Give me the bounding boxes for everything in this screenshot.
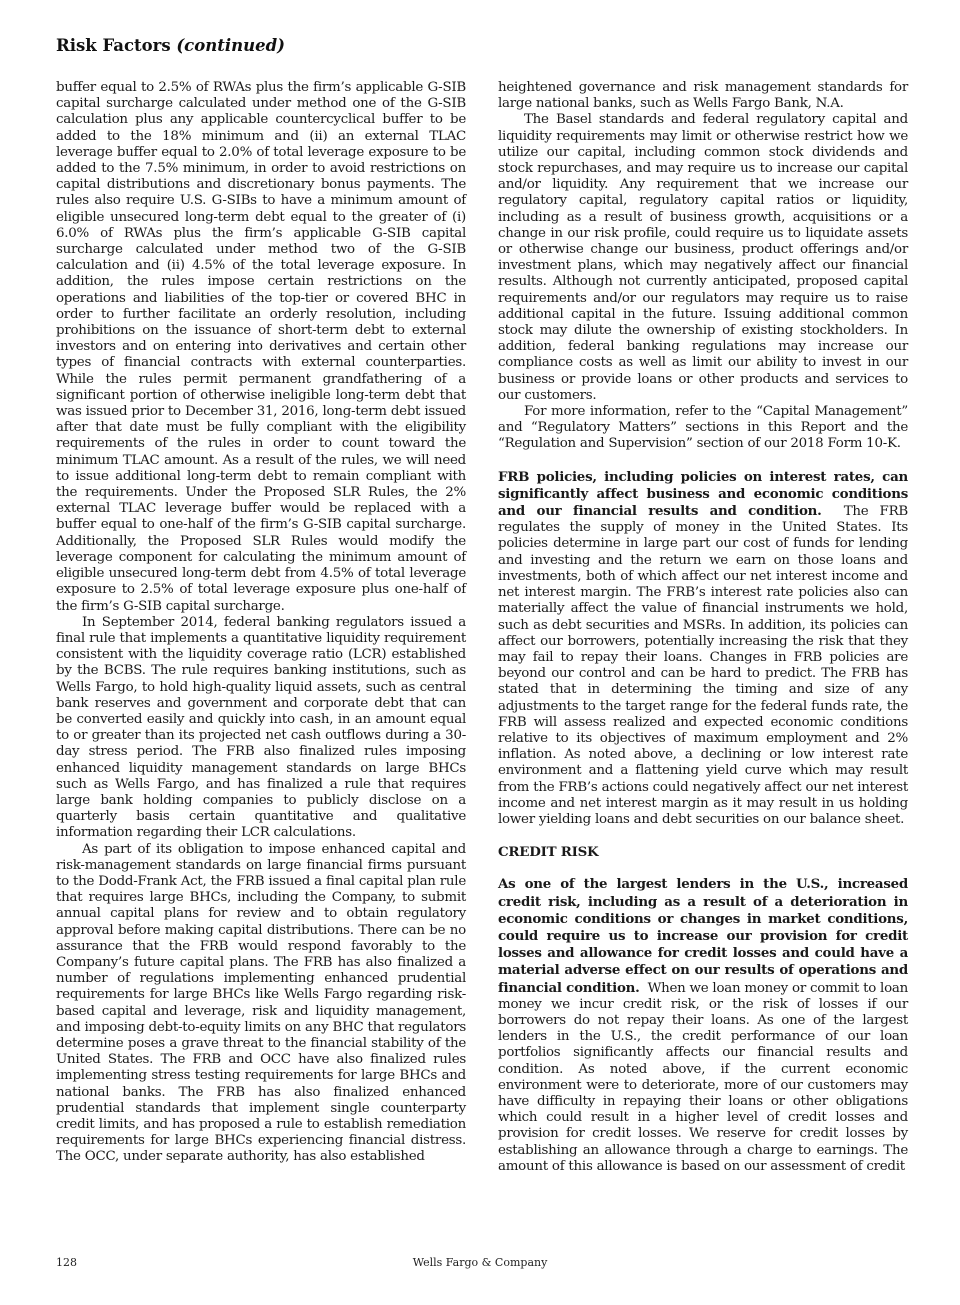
credit-risk-body: When we loan money or commit to loan money we incur credit risk, or the risk of losses if our borrowers do not repay their loans. As one of the largest lenders in the U.S., the credit performance of our loan portfolios significantly affects our financial results and condition. As noted above, if the current economic environment were to deteriorate, more of our customers may have difficulty in repaying their loans or other obligations which could result in a higher level of credit losses and provision for credit losses. We reserve for credit losses by establishing an allowance through a charge to earnings. The amount of this allowance is based on our assessment of credit: [498, 980, 909, 1174]
right-paragraph-3: For more information, refer to the “Capital Management” and “Regulatory Matters” sections in this Report and the “Regulation and Supervision” section of our 2018 Form 10-K.: [498, 404, 908, 452]
footer-company: Wells Fargo & Company: [412, 1256, 548, 1269]
section-title: Risk Factors: [56, 36, 171, 55]
page-number: 128: [56, 1256, 77, 1269]
frb-risk-heading: FRB policies, including policies on interest rates, can significantly affect business and economic conditions and our financial results and condition.: [498, 468, 908, 520]
page-header: [56, 36, 285, 55]
credit-risk-paragraph: [498, 876, 908, 1175]
left-paragraph-1: buffer equal to 2.5% of RWAs plus the firm’s applicable G-SIB capital surcharge calculated under method one of the G-SIB calculation plus any applicable countercyclical buffer to be added to the 18% minimum and (ii) an external TLAC leverage buffer equal to 2.0% of total leverage exposure to be added to the 7.5% minimum, in order to avoid restrictions on capital distributions and discretionary bonus payments. The rules also require U.S. G-SIBs to have a minimum amount of eligible unsecured long-term debt equal to the greater of (i) 6.0% of RWAs plus the firm’s applicable G-SIB capital surcharge calculated under method two of the G-SIB calculation and (ii) 4.5% of the total leverage exposure. In addition, the rules impose certain restrictions on the operations and liabilities of the top-tier or covered BHC in order to further facilitate an orderly resolution, including prohibitions on the issuance of short-term debt to external investors and on entering into derivatives and certain other types of financial contracts with external counterparties. While the rules permit permanent grandfathering of a significant portion of otherwise ineligible long-term debt that was issued prior to December 31, 2016, long-term debt issued after that date must be fully compliant with the eligibility requirements of the rules in order to count toward the minimum TLAC amount. As a result of the rules, we will need to issue additional long-term debt to remain compliant with the requirements. Under the Proposed SLR Rules, the 2% external TLAC leverage buffer would be replaced with a buffer equal to one-half of the firm’s G-SIB capital surcharge. Additionally, the Proposed SLR Rules would modify the leverage component for calculating the minimum amount of eligible unsecured long-term debt from 4.5% of total leverage exposure to 2.5% of total leverage exposure plus one-half of the firm’s G-SIB capital surcharge.: [56, 80, 466, 614]
left-column: [56, 80, 466, 1166]
credit-risk-sub-heading: As one of the largest lenders in the U.S., increased credit risk, including as a result of a deterioration in economic conditions or changes in market conditions, could require us to increase our provision for credit losses and allowance for credit losses and could have a material adverse effect on our results of operations and financial condition.: [498, 876, 908, 996]
right-column: [498, 80, 908, 1175]
frb-risk-body: The FRB regulates the supply of money in the United States. Its policies determine in large part our cost of funds for lending and investing and the return we earn on those loans and investments, both of which affect our net interest income and net interest margin. The FRB’s interest rate policies also can materially affect the value of financial instruments we hold, such as debt securities and MSRs. In addition, its policies can affect our borrowers, potentially increasing the risk that they may fail to repay their loans. Changes in FRB policies are beyond our control and can be hard to predict. The FRB has stated that in determining the timing and size of any adjustments to the target range for the federal funds rate, the FRB will assess realized and expected economic conditions relative to its objectives of maximum employment and 2% inflation. As noted above, a declining or low interest rate environment and a flattening yield curve which may result from the FRB’s actions could negatively affect our net interest income and net interest margin as it may result in us holding lower yielding loans and debt securities on our balance sheet.: [498, 504, 909, 827]
left-paragraph-2: In September 2014, federal banking regulators issued a final rule that implements a quantitative liquidity requirement consistent with the liquidity coverage ratio (LCR) established by the BCBS. The rule requires banking institutions, such as Wells Fargo, to hold high-quality liquid assets, such as central bank reserves and government and corporate debt that can be converted easily and quickly into cash, in an amount equal to or greater than its projected net cash outflows during a 30-day stress period. The FRB also finalized rules imposing enhanced liquidity management standards on large BHCs such as Wells Fargo, and has finalized a rule that requires large bank holding companies to publicly disclose on a quarterly basis certain quantitative and qualitative information regarding their LCR calculations.: [56, 614, 466, 841]
credit-risk-heading: CREDIT RISK: [498, 844, 599, 861]
frb-risk-paragraph: [498, 469, 908, 828]
left-paragraph-3: As part of its obligation to impose enhanced capital and risk-management standards on large financial firms pursuant to the Dodd-Frank Act, the FRB issued a final capital plan rule that requires large BHCs, including the Company, to submit annual capital plans for review and to obtain regulatory approval before making capital distributions. There can be no assurance that the FRB would respond favorably to the Company’s future capital plans. The FRB has also finalized a number of regulations implementing enhanced prudential requirements for large BHCs like Wells Fargo regarding risk-based capital and leverage, risk and liquidity management, and imposing debt-to-equity limits on any BHC that regulators determine poses a grave threat to the financial stability of the United States. The FRB and OCC have also finalized rules implementing stress testing requirements for large BHCs and national banks. The FRB has also finalized enhanced prudential standards that implement single counterparty credit limits, and has proposed a rule to establish remediation requirements for large BHCs experiencing financial distress. The OCC, under separate authority, has also established: [56, 841, 466, 1165]
section-title-continued: (continued): [176, 36, 285, 55]
right-paragraph-2: The Basel standards and federal regulatory capital and liquidity requirements may limit or otherwise restrict how we utilize our capital, including common stock dividends and stock repurchases, and may require us to increase our capital and/or liquidity. Any requirement that we increase our regulatory capital, regulatory capital ratios or liquidity, including as a result of business growth, acquisitions or a change in our risk profile, could require us to liquidate assets or otherwise change our business, product offerings and/or investment plans, which may negatively affect our financial results. Although not currently anticipated, proposed capital requirements and/or our regulators may require us to raise additional capital in the future. Issuing additional common stock may dilute the ownership of existing stockholders. In addition, federal banking regulations may increase our compliance costs as well as limit our ability to invest in our business or provide loans or other products and services to our customers.: [498, 112, 908, 403]
right-paragraph-1: heightened governance and risk management standards for large national banks, such as Wells Fargo Bank, N.A.: [498, 80, 908, 112]
